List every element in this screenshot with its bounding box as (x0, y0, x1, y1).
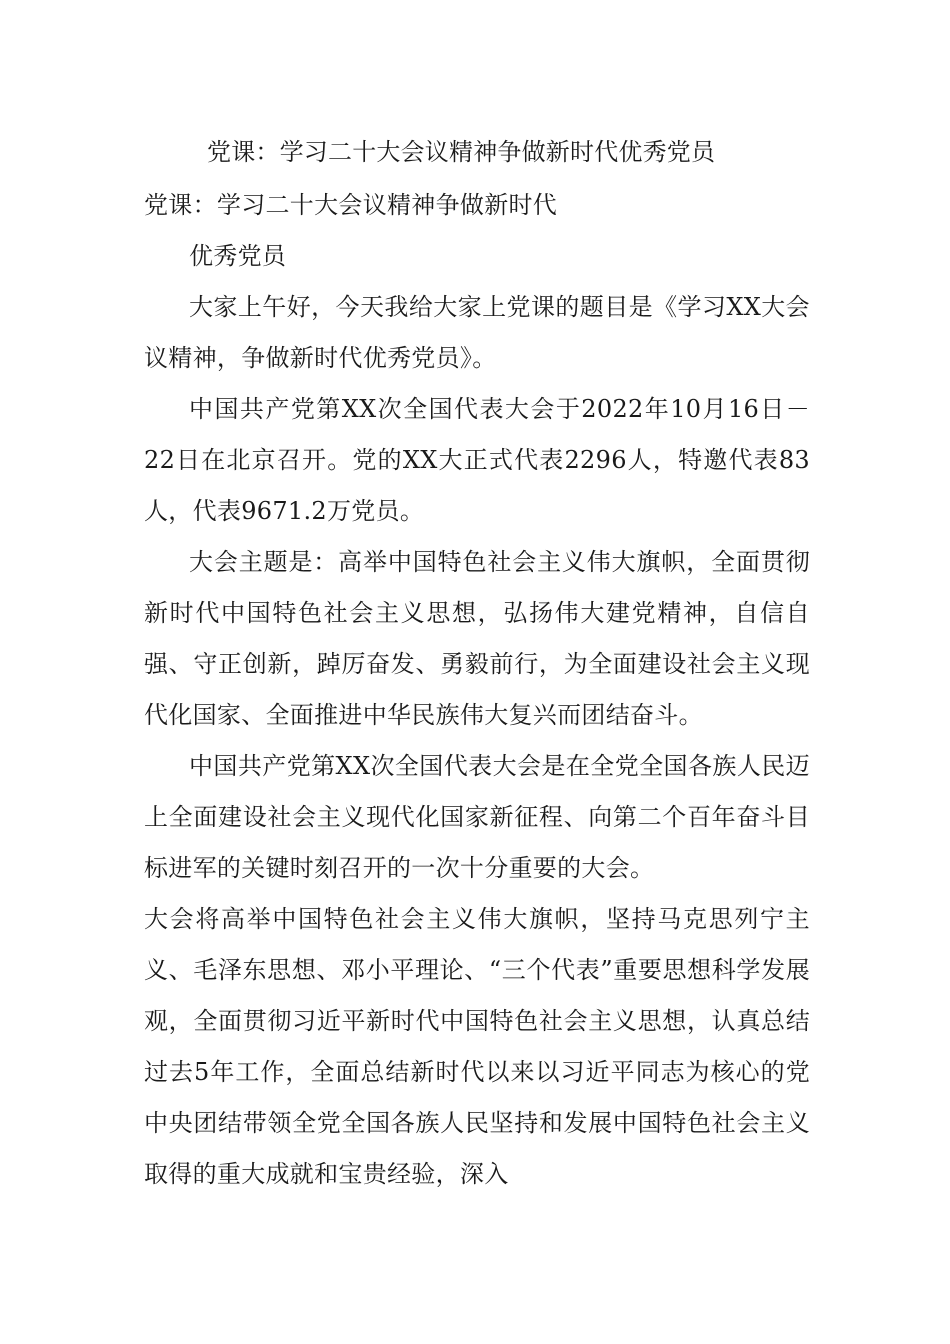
paragraph-greeting: 大家上午好，今天我给大家上党课的题目是《学习XX大会议精神，争做新时代优秀党员》。 (144, 293, 810, 372)
subtitle-line-2: 优秀党员 (189, 242, 287, 270)
paragraph-theme: 大会主题是：高举中国特色社会主义伟大旗帜，全面贯彻新时代中国特色社会主义思想，弘扬伟大建党精神，自信自强、守正创新，踔厉奋发、勇毅前行，为全面建设社会主义现代化国家、全面推进中华民族伟大复兴而团结奋斗。 (144, 548, 810, 729)
paragraph-agenda: 大会将高举中国特色社会主义伟大旗帜，坚持马克思列宁主义、毛泽东思想、邓小平理论、“三个代表”重要思想科学发展观，全面贯彻习近平新时代中国特色社会主义思想，认真总结过去5年工作，全面总结新时代以来以习近平同志为核心的党中央团结带领全党全国各族人民坚持和发展中国特色社会主义取得的重大成就和宝贵经验，深入 (144, 905, 810, 1188)
document-body (144, 180, 810, 1200)
paragraph-significance: 中国共产党第XX次全国代表大会是在全党全国各族人民迈上全面建设社会主义现代化国家新征程、向第二个百年奋斗目标进军的关键时刻召开的一次十分重要的大会。 (144, 752, 810, 882)
paragraph-congress-info: 中国共产党第XX次全国代表大会于2022年10月16日－22日在北京召开。党的XX大正式代表2296人，特邀代表83人，代表9671.2万党员。 (144, 395, 810, 525)
document-title: 党课：学习二十大会议精神争做新时代优秀党员 (207, 138, 716, 166)
subtitle-line-1: 党课：学习二十大会议精神争做新时代 (144, 191, 558, 219)
